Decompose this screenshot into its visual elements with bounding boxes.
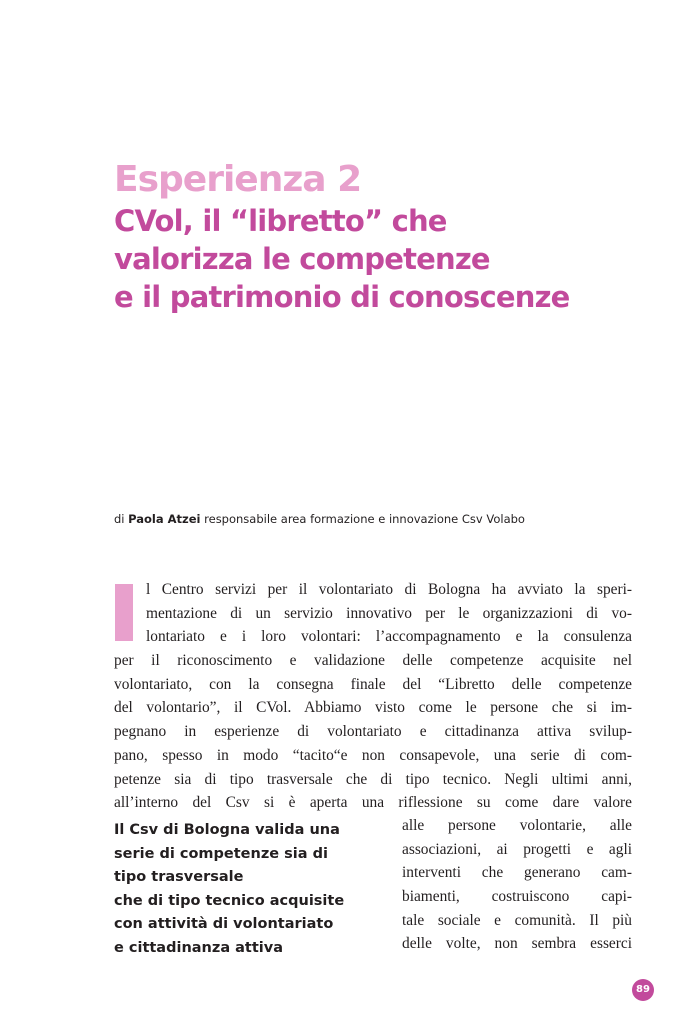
body-line: pegnano in esperienze di volontariato e cittadinanza attiva svilup- [114,723,632,741]
article-title [114,202,570,316]
author-name: Paola Atzei [128,512,201,526]
pull-quote [114,819,379,961]
pull-quote-line: e cittadinanza attiva [114,939,284,956]
body-line: per il riconoscimento e validazione delle competenze acquisite nel [114,652,632,670]
body-line: l Centro servizi per il volontariato di Bologna ha avviato la speri- [146,581,632,598]
pull-quote-line: che di tipo tecnico acquisite [114,892,345,909]
body-paragraph [114,578,632,815]
page-number: 89 [632,979,654,1001]
body-line: all’interno del Csv si è aperta una riflessione su come dare valore [114,794,632,812]
body-line: petenze sia di tipo trasversale che di tipo tecnico. Negli ultimi anni, [114,770,632,788]
author-role: responsabile area formazione e innovazione Csv Volabo [204,512,525,526]
body-line: del volontario”, il CVol. Abbiamo visto come le persone che si im- [114,699,632,717]
byline [114,512,525,526]
body-line: volontariato, con la consegna finale del “Libretto delle competenze [114,675,632,693]
body-line: associazioni, ai progetti e agli [402,840,632,858]
title-line: CVol, il “libretto” che [114,204,447,238]
body-column [402,814,632,956]
body-line: pano, spesso in modo “tacito“e non consapevole, una serie di com- [114,746,632,764]
body-line: interventi che generano cam- [402,864,632,882]
body-line: lontariato e i loro volontari: l’accompagnamento e la consulenza [146,628,632,646]
body-line: tale sociale e comunità. Il più [402,911,632,929]
body-line: delle volte, non sembra esserci [402,935,632,953]
title-line: e il patrimonio di conoscenze [114,280,570,314]
body-line: biamenti, costruiscono capi- [402,888,632,906]
pull-quote-line: serie di competenze sia di [114,845,328,862]
title-line: valorizza le competenze [114,242,490,276]
pull-quote-line: tipo trasversale [114,869,244,886]
body-line: alle persone volontarie, alle [402,817,632,834]
pull-quote-line: con attività di volontariato [114,916,334,933]
byline-prefix: di [114,512,125,526]
pull-quote-line: Il Csv di Bologna valida una [114,822,340,838]
body-line: mentazione di un servizio innovativo per le organizzazioni di vo- [146,604,632,622]
section-kicker: Esperienza 2 [114,159,362,200]
